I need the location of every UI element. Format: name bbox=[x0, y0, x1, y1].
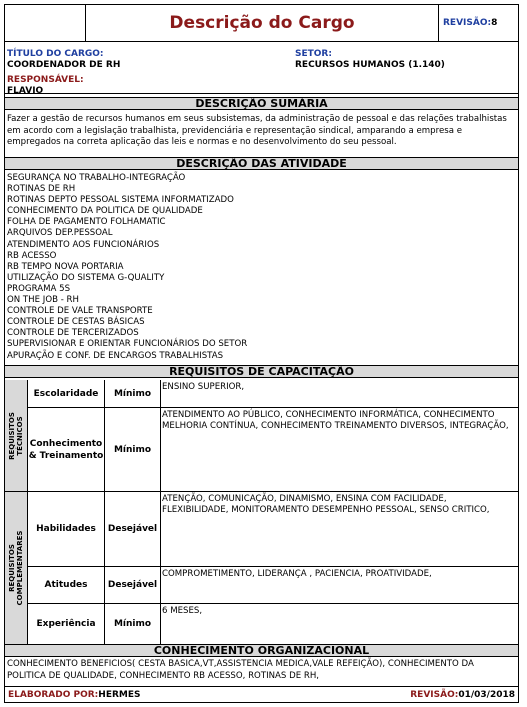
requirement-text: ATENDIMENTO AO PÚBLICO, CONHECIMENTO INFORMÁTICA, CONHECIMENTO MELHORIA CONTÍNUA, CONHECIMENTO TREINAMENTO DIVERSOS, INTEGRAÇÃO, bbox=[162, 410, 509, 432]
requirement-name: Habilidades bbox=[28, 492, 105, 566]
requirements-section-heading: REQUISITOS DE CAPACITAÇÃO bbox=[5, 365, 518, 378]
activity-item: CONTROLE DE VALE TRANSPORTE bbox=[7, 306, 153, 317]
activity-item: SUPERVISIONAR E ORIENTAR FUNCIONÁRIOS DO SETOR bbox=[7, 339, 248, 350]
activity-item: ROTINAS DE RH bbox=[7, 184, 76, 195]
job-info bbox=[5, 42, 518, 94]
requirement-row-escolaridade bbox=[28, 380, 518, 408]
activities-section-heading: DESCRIÇÃO DAS ATIVIDADE bbox=[5, 157, 518, 170]
requirement-text: ENSINO SUPERIOR, bbox=[162, 382, 245, 392]
revision-date-value: 01/03/2018 bbox=[458, 690, 515, 700]
revision-number: 8 bbox=[491, 18, 498, 28]
activity-item: ATENDIMENTO AOS FUNCIONÁRIOS bbox=[7, 239, 160, 250]
activity-item: PROGRAMA 5S bbox=[7, 283, 71, 294]
activity-item: CONHECIMENTO DA POLITICA DE QUALIDADE bbox=[7, 206, 203, 217]
job-description-document bbox=[4, 4, 519, 703]
job-title-label: TÍTULO DO CARGO: bbox=[7, 49, 104, 59]
prepared-by bbox=[8, 690, 141, 700]
technical-group-label: REQUISITOS TÉCNICOS bbox=[8, 411, 24, 460]
technical-requirements-group bbox=[5, 380, 28, 492]
requirement-level: Desejável bbox=[105, 567, 161, 603]
requirement-row-habilidades bbox=[28, 492, 518, 567]
revision-box bbox=[439, 5, 518, 41]
page-title: Descrição do Cargo bbox=[85, 5, 439, 41]
complementary-requirements-group bbox=[5, 492, 28, 644]
activity-item: UTILIZAÇÃO DO SISTEMA G-QUALITY bbox=[7, 272, 165, 283]
activity-item: ARQUIVOS DEP.PESSOAL bbox=[7, 228, 113, 239]
sector-label: SETOR: bbox=[295, 49, 332, 59]
responsible-label: RESPONSÁVEL: bbox=[7, 75, 84, 85]
requirement-level: Mínimo bbox=[105, 408, 161, 491]
requirement-text: COMPROMETIMENTO, LIDERANÇA , PACIENCIA, PROATIVIDADE, bbox=[162, 569, 432, 579]
prepared-by-label: ELABORADO POR: bbox=[8, 690, 99, 700]
requirement-level: Mínimo bbox=[105, 380, 161, 407]
sector-value: RECURSOS HUMANOS (1.140) bbox=[295, 60, 445, 70]
requirement-text: 6 MESES, bbox=[162, 606, 203, 616]
requirement-name: Experiência bbox=[28, 604, 105, 644]
activity-item: CONTROLE DE CESTAS BÁSICAS bbox=[7, 317, 145, 328]
organizational-section-heading: CONHECIMENTO ORGANIZACIONAL bbox=[5, 644, 518, 657]
activity-item: ON THE JOB - RH bbox=[7, 295, 79, 306]
activity-item: RB TEMPO NOVA PORTARIA bbox=[7, 261, 124, 272]
prepared-by-value: HERMES bbox=[98, 690, 141, 700]
activity-item: RB ACESSO bbox=[7, 250, 57, 261]
summary-text: Fazer a gestão de recursos humanos em seus subsistemas, da administração de pessoal e das relações trabalhistas em acordo com a legislação trabalhista, previdenciária e representação sindical, amparando a empresa e empregados na correta aplicação das leis e normas e no desenvolvimento do seu pessoal. bbox=[7, 114, 507, 147]
revision-date-label: REVISÃO: bbox=[410, 690, 459, 700]
activity-item: APURAÇÃO E CONF. DE ENCARGOS TRABALHISTAS bbox=[7, 350, 224, 361]
revision-date bbox=[410, 690, 515, 700]
complementary-group-label: REQUISITOS COMPLEMENTARES bbox=[8, 530, 24, 606]
requirement-row-experiencia bbox=[28, 604, 518, 644]
activities-list bbox=[7, 173, 515, 362]
requirement-row-atitudes bbox=[28, 567, 518, 604]
activity-item: ROTINAS DEPTO PESSOAL SISTEMA INFORMATIZADO bbox=[7, 195, 234, 206]
document-header bbox=[5, 5, 518, 42]
requirement-row-conhecimento bbox=[28, 408, 518, 492]
activity-item: CONTROLE DE TERCERIZADOS bbox=[7, 328, 139, 339]
requirement-level: Desejável bbox=[105, 492, 161, 566]
requirement-name: Escolaridade bbox=[28, 380, 105, 407]
activity-item: SEGURANÇA NO TRABALHO-INTEGRAÇÃO bbox=[7, 173, 186, 183]
requirement-text: ATENÇÃO, COMUNICAÇÃO, DINAMISMO, ENSINA COM FACILIDADE, FLEXIBILIDADE, MONITORAMENTO DESEMPENHO PESSOAL, SENSO CRITICO, bbox=[162, 494, 490, 516]
requirement-level: Mínimo bbox=[105, 604, 161, 644]
requirement-name: Atitudes bbox=[28, 567, 105, 603]
summary-section-heading: DESCRIÇÃO SUMÁRIA bbox=[5, 97, 518, 110]
document-footer bbox=[5, 686, 518, 703]
requirement-name: Conhecimento & Treinamento bbox=[28, 408, 105, 491]
organizational-text: CONHECIMENTO BENEFICIOS( CESTA BASICA,VT,ASSISTENCIA MEDICA,VALE REFEIÇÃO), CONHECIMENTO DA POLITICA DE QUALIDADE, CONHECIMENTO RB ACESSO, ROTINAS DE RH, bbox=[7, 659, 474, 681]
logo-area bbox=[5, 5, 85, 41]
job-title-value: COORDENADOR DE RH bbox=[7, 60, 121, 70]
activity-item: FOLHA DE PAGAMENTO FOLHAMATIC bbox=[7, 217, 166, 228]
revision-label: REVISÃO: bbox=[443, 18, 492, 28]
responsible-value: FLAVIO bbox=[7, 86, 44, 96]
